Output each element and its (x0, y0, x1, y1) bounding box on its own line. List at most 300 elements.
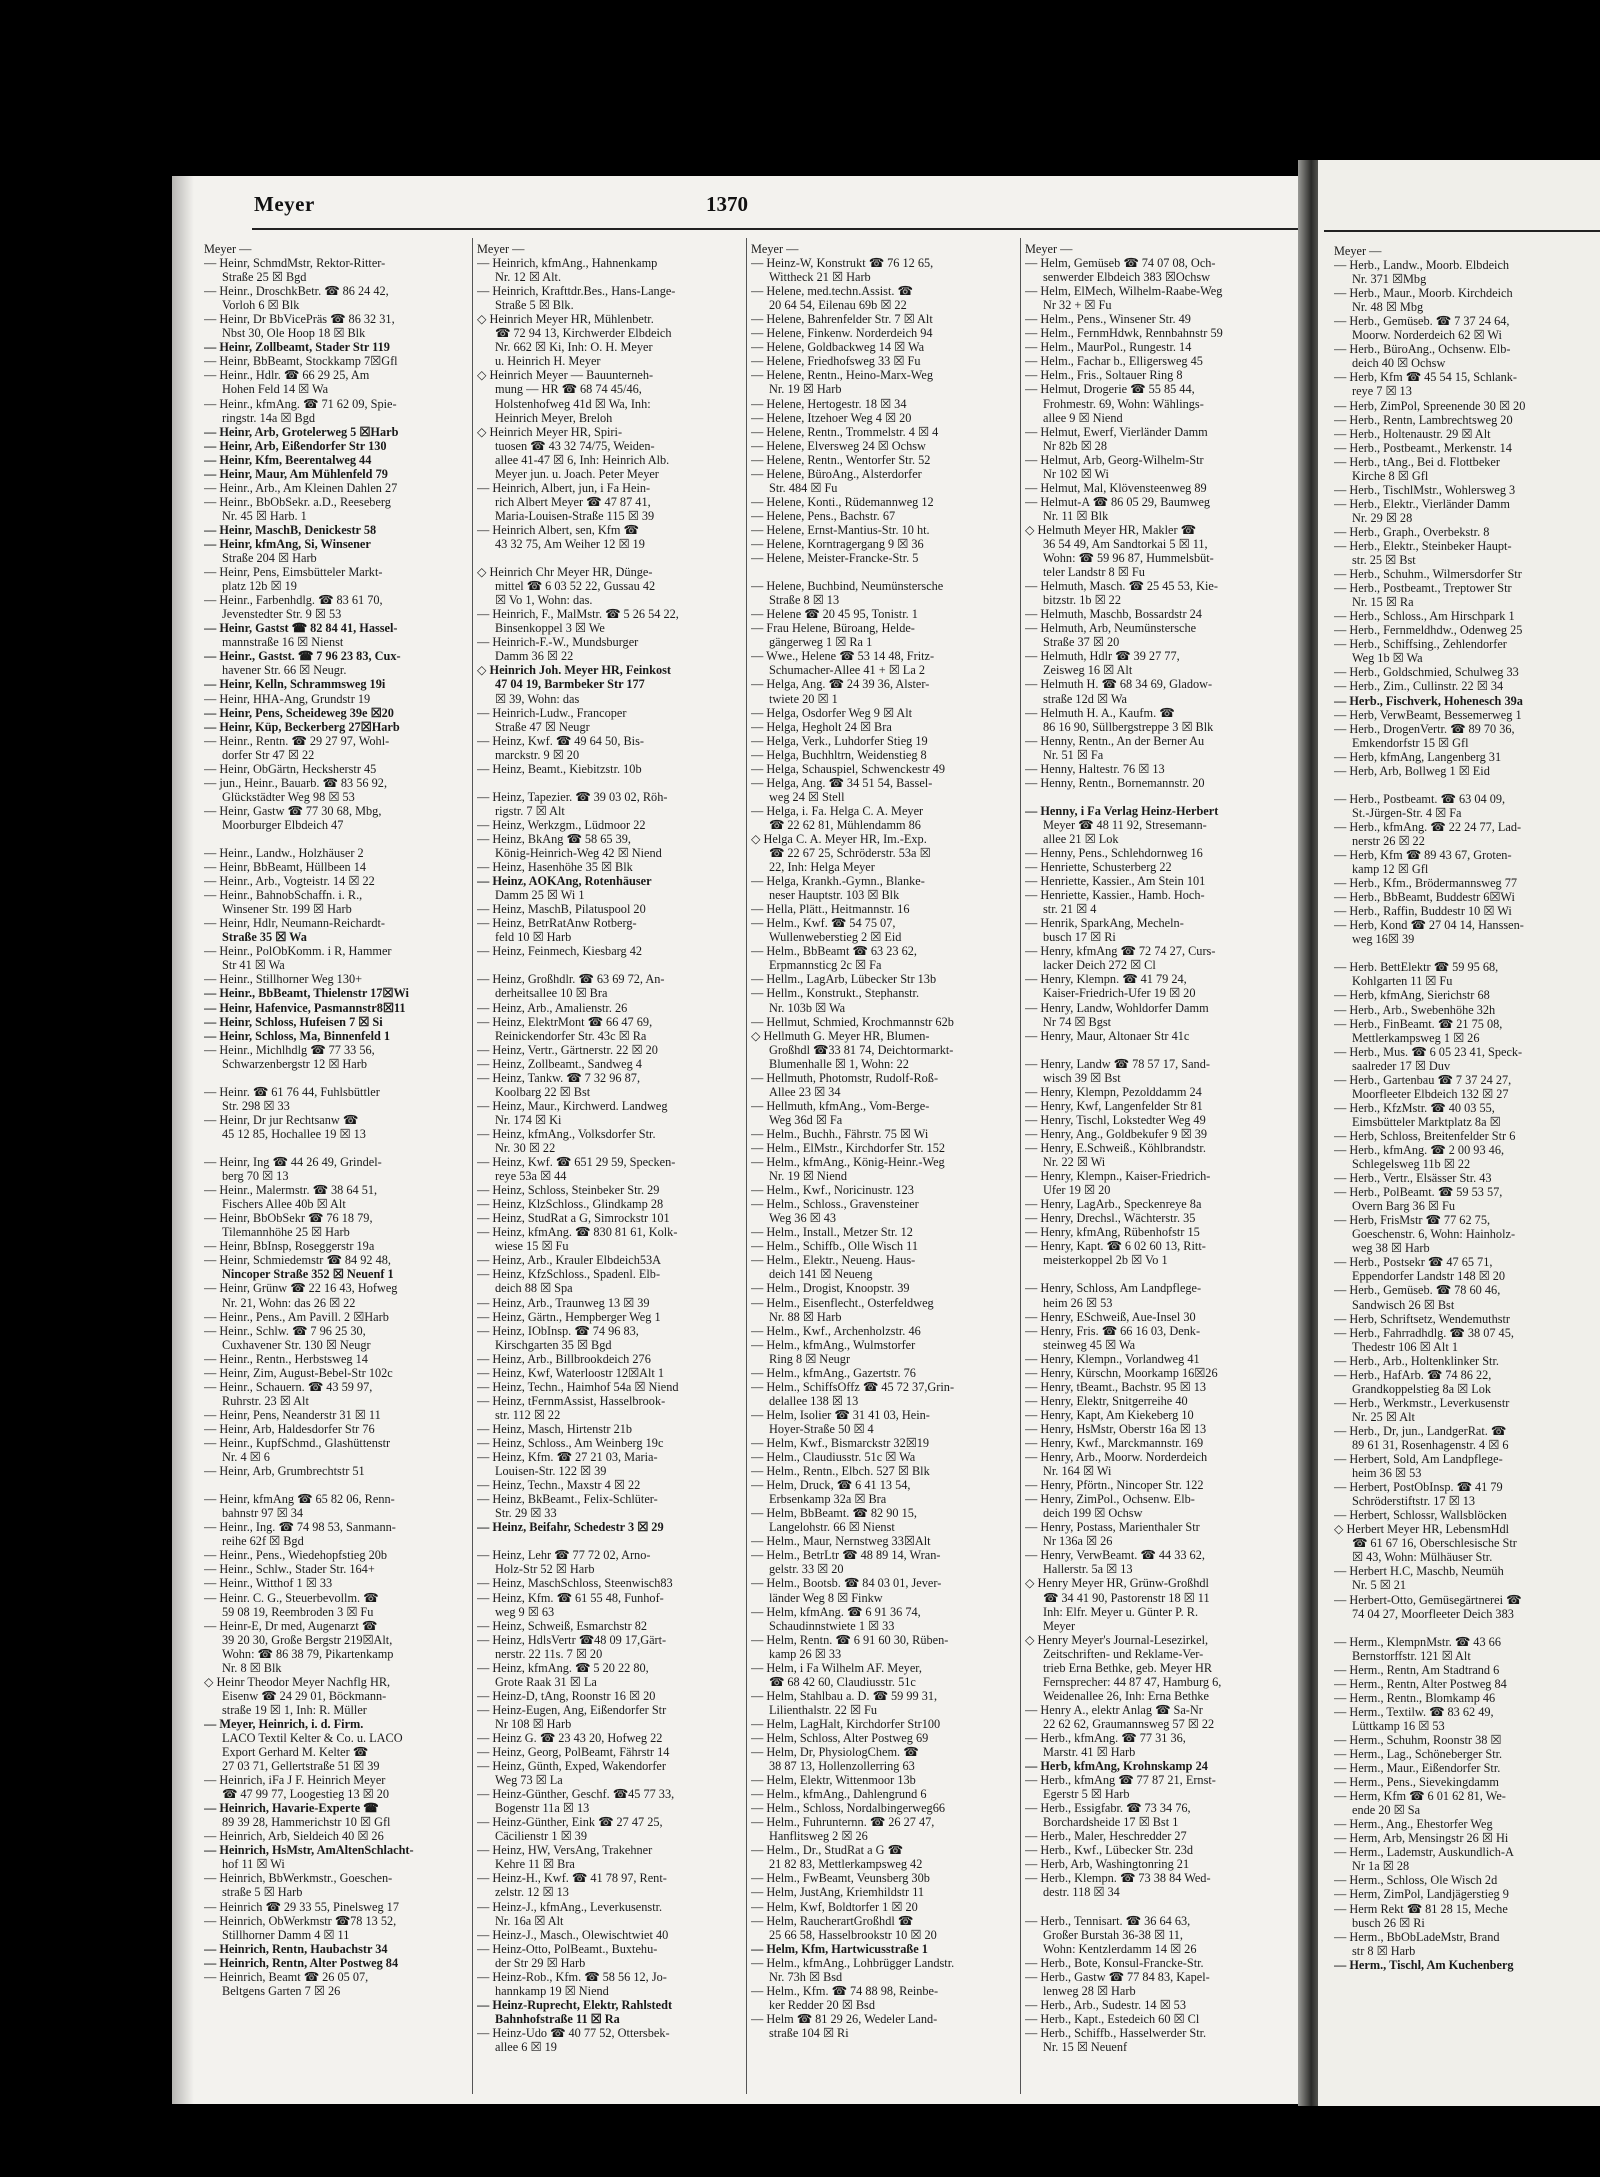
directory-entry-line: — Heinz, Arb., Billbrookdeich 276 (477, 1351, 651, 1366)
directory-entry-line: 22, Inh: Helga Meyer (769, 860, 875, 875)
directory-entry-line: — Henry, Landw ☎ 78 57 17, Sand- (1025, 1056, 1210, 1071)
directory-column-1 (204, 242, 472, 2102)
directory-entry-line: allee 6 ☒ 19 (495, 2040, 557, 2054)
directory-entry-line: — Helga, Ang. ☎ 34 51 54, Bassel- (751, 775, 933, 790)
directory-entry-line: — Herb., Kapt., Estedeich 60 ☒ Cl (1025, 2011, 1200, 2026)
directory-entry-line: straße 19 ☒ 1, Inh: R. Müller (222, 1702, 367, 1717)
directory-entry-line: — Heinz, Techn., Haimhof 54a ☒ Niend (477, 1379, 679, 1394)
directory-entry-line: — Heinz, StudRat a G, Simrockstr 101 (477, 1211, 670, 1226)
directory-entry-line: Bahnhofstraße 11 ☒ Ra (495, 2011, 620, 2026)
directory-entry-line: Egerstr 5 ☒ Harb (1043, 1787, 1130, 1802)
directory-entry-line: — Heinr, HHA-Ang, Grundstr 19 (204, 691, 371, 706)
directory-entry-line: — Herb, kfmAng, Langenberg 31 (1334, 749, 1502, 764)
directory-entry-line: — Helene, Rentn., Trommelstr. 4 ☒ 4 (751, 424, 939, 439)
directory-entry-line: 45 12 85, Hochallee 19 ☒ 13 (222, 1126, 366, 1141)
directory-entry-line: — Herb, Kond ☎ 27 04 14, Hanssen- (1334, 918, 1524, 933)
directory-entry-line: — Heinr, Arb, Haldesdorfer Str 76 (204, 1421, 375, 1436)
directory-entry-line: — Herb, FrisMstr ☎ 77 62 75, (1334, 1213, 1491, 1228)
directory-entry-line: — Helm., Elektr., Neueng. Haus- (751, 1253, 916, 1268)
directory-entry-line: — Herb., Postsekr ☎ 47 65 71, (1334, 1255, 1493, 1270)
directory-entry-line: 38 87 13, Hollenzollerring 63 (769, 1759, 915, 1774)
directory-entry-line: — Heinr, Schloss, Hufeisen 7 ☒ Si (204, 1014, 383, 1029)
directory-entry-line: — Heinr., Arb., Vogteistr. 14 ☒ 22 (204, 874, 375, 889)
directory-entry-line: — Herb., Goldschmied, Schulweg 33 (1334, 665, 1519, 680)
directory-entry-line (477, 1534, 745, 1548)
directory-entry-line: — Herbert, Schlossr, Wallsblöcken (1334, 1508, 1507, 1523)
directory-entry-line: — Heinr-E, Dr med, Augenarzt ☎ (204, 1618, 378, 1633)
directory-entry-line: — Herm., KlempnMstr. ☎ 43 66 (1334, 1634, 1501, 1649)
directory-entry-line: — Henny, i Fa Verlag Heinz-Herbert (1025, 803, 1219, 818)
directory-entry-line: ◇ Henry Meyer HR, Grünw-Großhdl (1025, 1576, 1209, 1591)
column-divider (1020, 238, 1021, 2094)
directory-entry-line: ◇ Heinrich Meyer HR, Mühlenbetr. (477, 312, 654, 327)
directory-entry-line: — Helene, Rentn., Heino-Marx-Weg (751, 368, 934, 383)
directory-entry-line: Overn Barg 36 ☒ Fu (1352, 1199, 1456, 1214)
directory-entry-line: — Hellmut, Schmied, Krochmannstr 62b (751, 1014, 954, 1029)
directory-entry-line: Str. 29 ☒ 33 (495, 1506, 557, 1521)
directory-entry-line: — Herb., BbBeamt, Buddestr 6☒Wi (1334, 890, 1515, 905)
directory-entry-line: 27 03 71, Gellertstraße 51 ☒ 39 (222, 1759, 380, 1774)
directory-entry-line: — Henry, Klempn, Pezolddamm 24 (1025, 1084, 1202, 1099)
directory-entry-line: — Heinr., Gastst. ☎ 7 96 23 83, Cux- (204, 649, 401, 664)
directory-entry-line: — Heinz-Otto, PolBeamt., Buxtehu- (477, 1941, 658, 1956)
directory-entry-line: — Heinr, SchmdMstr, Rektor-Ritter- (204, 256, 386, 271)
directory-entry-line: — Herb., kfmAng ☎ 77 87 21, Ernst- (1025, 1773, 1216, 1788)
directory-entry-line: — Herb., Schiffsing., Zehlendorfer (1334, 637, 1507, 652)
directory-entry-line: reye 7 ☒ 13 (1352, 384, 1412, 399)
directory-entry-line: — Herb., kfmAng. ☎ 77 31 36, (1025, 1730, 1186, 1745)
directory-entry-line: Str 41 ☒ Wa (222, 958, 285, 973)
directory-entry-line: ☎ 68 42 60, Claudiusstr. 51c (769, 1674, 916, 1689)
directory-entry-line: — Helm., Bootsb. ☎ 84 03 01, Jever- (751, 1576, 942, 1591)
directory-entry-line: — Herb., tAng., Bei d. Flottbeker (1334, 454, 1500, 469)
directory-entry-line: Nr. 4 ☒ 6 (222, 1450, 270, 1465)
directory-entry-line: — Heinr., Schlw., Stader Str. 164+ (204, 1562, 375, 1577)
directory-entry-line: — Herb., Schloss., Am Hirschpark 1 (1334, 609, 1515, 624)
directory-entry-line: — Heinz, Kfm. ☎ 27 21 03, Maria- (477, 1450, 658, 1465)
directory-entry-line: — Heinrich-F.-W., Mundsburger (477, 635, 639, 650)
directory-entry-line: ende 20 ☒ Sa (1352, 1803, 1421, 1818)
directory-entry-line: — Heinr, Arb, Grotelerweg 5 ☒Harb (204, 424, 399, 439)
directory-entry-line: — Helm, Schloss, Alter Postweg 69 (751, 1730, 929, 1745)
directory-entry-line: — Herm., Schloss, Ole Wisch 2d (1334, 1873, 1498, 1888)
directory-entry-line: Bogenstr 11a ☒ 13 (495, 1801, 590, 1816)
directory-entry-line: — Herb., Landw., Moorb. Elbdeich (1334, 258, 1510, 273)
directory-entry-line: — Heinr, Ing ☎ 44 26 49, Grindel- (204, 1155, 382, 1170)
directory-entry-line: ker Redder 20 ☒ Bsd (769, 1997, 875, 2012)
directory-entry-line: Marstr. 41 ☒ Harb (1043, 1745, 1136, 1760)
directory-entry-line: — Herb., Holtenaustr. 29 ☒ Alt (1334, 426, 1491, 441)
directory-entry-line: 22 62 62, Graumannsweg 57 ☒ 22 (1043, 1716, 1215, 1731)
directory-entry-line: — Heinr., Farbenhdlg. ☎ 83 61 70, (204, 593, 383, 608)
directory-entry-line (1334, 1621, 1600, 1635)
directory-entry-line: — Herm., Ang., Ehestorfer Weg (1334, 1817, 1493, 1832)
directory-entry-line: Straße 204 ☒ Harb (222, 551, 317, 566)
directory-entry-line: — Herb., Elektr., Vierländer Damm (1334, 496, 1510, 511)
directory-entry-line: 47 04 19, Barmbeker Str 177 (495, 677, 645, 692)
directory-entry-line: — Herm., Lag., Schöneberger Str. (1334, 1747, 1503, 1762)
directory-entry-line: allee 41-47 ☒ 6, Inh: Heinrich Alb. (495, 452, 670, 467)
directory-entry-line: Straße 37 ☒ 20 (1043, 635, 1120, 650)
directory-entry-line: — Heinr, Zim, August-Bebel-Str 102c (204, 1365, 393, 1380)
directory-entry-line: — Helm., kfmAng., Wulmstorfer (751, 1337, 916, 1352)
directory-entry-line: Weg 73 ☒ La (495, 1773, 563, 1788)
directory-entry-line: — Herm., Tischl, Am Kuchenberg (1334, 1957, 1514, 1972)
directory-entry-line: — Heinz, BkBeamt., Felix-Schlüter- (477, 1492, 658, 1507)
directory-entry-line: Wohn: Kentzlerdamm 14 ☒ 26 (1043, 1941, 1197, 1956)
directory-entry-line: Hallerstr. 5a ☒ 13 (1043, 1562, 1133, 1577)
directory-entry-line: Holstenhofweg 41d ☒ Wa, Inh: (495, 396, 651, 411)
directory-entry-line: ☒ 39, Wohn: das (495, 691, 580, 706)
directory-entry-line: ☒ 43, Wohn: Mülhäuser Str. (1352, 1550, 1493, 1565)
directory-entry-line: Jevenstedter Str. 9 ☒ 53 (222, 607, 342, 622)
directory-entry-line: — Helene, Rentn., Wentorfer Str. 52 (751, 452, 931, 467)
directory-entry-line: ◇ Herbert Meyer HR, LebensmHdl (1334, 1522, 1510, 1537)
directory-entry-line: Cuxhavener Str. 130 ☒ Neugr (222, 1337, 371, 1352)
directory-entry-line: — Heinz, Gärtn., Hempberger Weg 1 (477, 1309, 661, 1324)
directory-entry-line: — Henny, Rentn., Bornemannstr. 20 (1025, 775, 1205, 790)
directory-entry-line: Goeschenstr. 6, Wohn: Hainholz- (1352, 1227, 1516, 1242)
directory-entry-line: Nr. 51 ☒ Fa (1043, 747, 1104, 762)
directory-entry-line: — Herm, Kfm ☎ 6 01 62 81, We- (1334, 1789, 1506, 1804)
directory-entry-line: ◇ Helmuth Meyer HR, Makler ☎ (1025, 522, 1196, 537)
directory-entry-line: Grandkoppelstieg 8a ☒ Lok (1352, 1381, 1492, 1396)
directory-entry-line: — Herb., Mus. ☎ 6 05 23 41, Speck- (1334, 1044, 1523, 1059)
directory-entry-line: — Herbert H.C, Maschb, Neumüh (1334, 1564, 1504, 1579)
directory-entry-line: der Str 29 ☒ Harb (495, 1955, 586, 1970)
directory-entry-line: 74 04 27, Moorfleeter Deich 383 (1352, 1606, 1514, 1621)
directory-entry-line: — Heinr., Witthof 1 ☒ 33 (204, 1576, 333, 1591)
directory-entry-line: weg 38 ☒ Harb (1352, 1241, 1430, 1256)
directory-column-2 (477, 242, 745, 2102)
directory-entry-line: u. Heinrich H. Meyer (495, 354, 601, 369)
directory-entry-line: — Herb, Kfm ☎ 45 54 15, Schlank- (1334, 370, 1518, 385)
page-number: 1370 (706, 192, 748, 216)
directory-entry-line: Nr. 15 ☒ Ra (1352, 595, 1414, 610)
directory-entry-line: — Heinr, Dr BbVicePräs ☎ 86 32 31, (204, 312, 395, 327)
directory-entry-line: Schaudinnstwiete 1 ☒ 33 (769, 1618, 895, 1633)
directory-entry-line: neser Hauptstr. 103 ☒ Blk (769, 888, 900, 903)
directory-entry-line: — Heinz, AOKAng, Rotenhäuser (477, 874, 652, 889)
directory-entry-line: — Heinr., PolObKomm. i R, Hammer (204, 944, 392, 959)
directory-entry-line: Lilienthalstr. 22 ☒ Fu (769, 1702, 878, 1717)
directory-entry-line: — Henry, kfmAng, Rübenhofstr 15 (1025, 1225, 1200, 1240)
directory-entry-line: — Henry, Schloss, Am Landpflege- (1025, 1281, 1202, 1296)
directory-entry-line (1025, 1267, 1293, 1281)
directory-entry-line: — Heinrich, Krafttdr.Bes., Hans-Lange- (477, 284, 676, 299)
directory-entry-line: Straße 8 ☒ 13 (769, 593, 840, 608)
directory-entry-line: — Herm., Schuhm, Roonstr 38 ☒ (1334, 1732, 1502, 1747)
directory-entry-line: — Heinz, Kwf. ☎ 651 29 59, Specken- (477, 1155, 676, 1170)
directory-entry-line: — Helm., kfmAng., Gazertstr. 76 (751, 1365, 916, 1380)
directory-entry-line: 89 39 28, Hammerichstr 10 ☒ Gfl (222, 1815, 391, 1830)
directory-entry-line: — Herb., Gemüseb. ☎ 78 60 46, (1334, 1283, 1501, 1298)
directory-column-4 (1025, 242, 1293, 2102)
directory-entry-line: Hanflitsweg 2 ☒ 26 (769, 1829, 868, 1844)
directory-entry-line: Fischers Allee 40b ☒ Alt (222, 1197, 346, 1212)
directory-entry-line: — Heinz, KlzSchloss., Glindkamp 28 (477, 1197, 664, 1212)
directory-entry-line: Meyer — (204, 242, 252, 256)
directory-entry-line: — Heinr., kfmAng. ☎ 71 62 09, Spie- (204, 396, 397, 411)
directory-entry-line: mung — HR ☎ 68 74 45/46, (495, 382, 642, 397)
directory-entry-line: — Heinz, Vertr., Gärtnerstr. 22 ☒ 20 (477, 1042, 658, 1057)
directory-entry-line: str 8 ☒ Harb (1352, 1943, 1416, 1958)
directory-entry-line: ◇ Heinrich Chr Meyer HR, Dünge- (477, 565, 653, 580)
directory-entry-line: — Henry, Maur, Altonaer Str 41c (1025, 1028, 1190, 1043)
directory-entry-line: — Helm., kfmAng., Dahlengrund 6 (751, 1787, 927, 1802)
directory-entry-line: heim 36 ☒ 53 (1352, 1466, 1422, 1481)
directory-entry-line: Kaiser-Friedrich-Ufer 19 ☒ 20 (1043, 986, 1196, 1001)
directory-entry-line: — Helene, Finkenw. Norderdeich 94 (751, 326, 933, 341)
directory-entry-line: — Heinz, Tankw. ☎ 7 32 96 87, (477, 1070, 641, 1085)
directory-entry-line: — Herm., Rentn, Alter Postweg 84 (1334, 1676, 1507, 1691)
directory-entry-line: Nr. 88 ☒ Harb (769, 1309, 842, 1324)
directory-entry-line: — Helene, med.techn.Assist. ☎ (751, 284, 913, 299)
directory-entry-line: Export Gerhard M. Kelter ☎ (222, 1745, 369, 1760)
directory-entry-line: — Heinr, BbInsp, Roseggerstr 19a (204, 1239, 375, 1254)
directory-entry-line: — Helm, Kwf., Bismarckstr 32☒19 (751, 1435, 930, 1450)
directory-entry-line: Nincoper Straße 352 ☒ Neuenf 1 (222, 1267, 394, 1282)
directory-entry-line: Wittheck 21 ☒ Harb (769, 270, 871, 285)
directory-entry-line: Weg 1b ☒ Wa (1352, 651, 1423, 666)
directory-entry-line: — Herb., Fischverk, Hohenesch 39a (1334, 693, 1523, 708)
directory-entry-line: — Heinr, kfmAng, Si, Winsener (204, 536, 371, 551)
directory-entry-line: — Heinz, Kwf. ☎ 49 64 50, Bis- (477, 733, 644, 748)
directory-entry-line: — Herm., Pens., Sievekingdamm (1334, 1775, 1499, 1790)
directory-entry-line: — Heinz, kfmAng. ☎ 5 20 22 80, (477, 1660, 649, 1675)
directory-entry-line: ☎ 72 94 13, Kirchwerder Elbdeich (495, 326, 672, 341)
directory-entry-line: — Helm, Stahlbau a. D. ☎ 59 99 31, (751, 1688, 938, 1703)
directory-entry-line: Reinickendorfer Str. 43c ☒ Ra (495, 1028, 647, 1043)
directory-entry-line: — Helm., Claudiusstr. 51c ☒ Wa (751, 1450, 916, 1465)
directory-entry-line: — Helm, Dr, PhysiologChem. ☎ (751, 1745, 919, 1760)
directory-entry-line: Thedestr 106 ☒ Alt 1 (1352, 1339, 1458, 1354)
directory-entry-line: — Heinr, Kelln, Schrammsweg 19i (204, 677, 386, 692)
directory-entry-line: — Helm., Buchh., Fährstr. 75 ☒ Wi (751, 1126, 929, 1141)
directory-entry-line: Bernstorffstr. 121 ☒ Alt (1352, 1648, 1471, 1663)
directory-entry-line: Ruhrstr. 23 ☒ Alt (222, 1393, 309, 1408)
directory-entry-line: Winsener Str. 199 ☒ Harb (222, 902, 352, 917)
directory-entry-line: Cäcilienstr 1 ☒ 39 (495, 1829, 587, 1844)
directory-entry-line: — Herb., DrogenVertr. ☎ 89 70 36, (1334, 721, 1515, 736)
directory-entry-line: — Heinrich, Beamt ☎ 26 05 07, (204, 1969, 369, 1984)
directory-entry-line: rigstr. 7 ☒ Alt (495, 803, 565, 818)
directory-entry-line: — Henry, Kwf., Marckmannstr. 169 (1025, 1435, 1204, 1450)
directory-entry-line: — Heinr, Gastst ☎ 82 84 41, Hassel- (204, 621, 398, 636)
directory-entry-line: 59 08 19, Reembroden 3 ☒ Fu (222, 1604, 374, 1619)
directory-entry-line: — Helm, Isolier ☎ 31 41 03, Hein- (751, 1407, 930, 1422)
directory-entry-line: Kohlgarten 11 ☒ Fu (1352, 974, 1453, 989)
directory-entry-line: Straße 25 ☒ Bgd (222, 270, 307, 285)
directory-entry-line: — Herm., Lademstr, Auskundlich-A (1334, 1845, 1514, 1860)
directory-entry-line: — Heinr, Grünw ☎ 22 16 43, Hofweg (204, 1281, 398, 1296)
directory-entry-line: Frohmestr. 69, Wohn: Wählings- (1043, 396, 1204, 411)
directory-entry-line: ◇ Hellmuth G. Meyer HR, Blumen- (751, 1028, 930, 1043)
directory-entry-line: delallee 138 ☒ 13 (769, 1393, 859, 1408)
directory-entry-line: 25 66 58, Hasselbrookstr 10 ☒ 20 (769, 1927, 937, 1942)
directory-entry-line: — Herb., Kwf., Lübecker Str. 23d (1025, 1843, 1194, 1858)
directory-entry-line: — Helm., BetrLtr ☎ 48 89 14, Wran- (751, 1548, 941, 1563)
directory-entry-line: — Helga, Osdorfer Weg 9 ☒ Alt (751, 705, 913, 720)
directory-entry-line: — Herm., BbObLadeMstr, Brand (1334, 1929, 1500, 1944)
directory-entry-line: — Helmut, Ewerf, Vierländer Damm (1025, 424, 1208, 439)
directory-entry-line: Meyer — (751, 242, 799, 256)
directory-entry-line: — Heinr, Pens, Scheideweg 39e ☒20 (204, 705, 394, 720)
directory-entry-line: — Heinr., Pens., Am Pavill. 2 ☒Harb (204, 1309, 389, 1324)
directory-entry-line: — Heinz, Werkzgm., Lüdmoor 22 (477, 817, 646, 832)
directory-entry-line: — Helene, Buchbind, Neumünstersche (751, 579, 944, 594)
directory-entry-line: — Helene, Friedhofsweg 33 ☒ Fu (751, 354, 921, 369)
directory-entry-line: — Heinrich, iFa J F. Heinrich Meyer (204, 1773, 386, 1788)
directory-entry-line: Stillhorner Damm 4 ☒ 11 (222, 1927, 350, 1942)
directory-entry-line: — Herb., Fahrradhdlg. ☎ 38 07 45, (1334, 1325, 1514, 1340)
directory-entry-line: Holz-Str 52 ☒ Harb (495, 1562, 595, 1577)
directory-entry-line: — Helm, Elektr, Wittenmoor 13b (751, 1773, 916, 1788)
directory-entry-line: — Helga, Hegholt 24 ☒ Bra (751, 719, 892, 734)
directory-entry-line: Nr. 662 ☒ Ki, Inh: O. H. Meyer (495, 340, 653, 355)
directory-entry-line: — Herb, Arb, Washingtonring 21 (1025, 1857, 1190, 1872)
directory-entry-line: Schumacher-Allee 41 + ☒ La 2 (769, 663, 925, 678)
directory-entry-line: Nr 136a ☒ 26 (1043, 1534, 1113, 1549)
directory-entry-line: — Herb, ZimPol, Spreenende 30 ☒ 20 (1334, 398, 1526, 413)
directory-entry-line: ◇ Helga C. A. Meyer HR, Im.-Exp. (751, 831, 927, 846)
page-edge-shadow (172, 176, 194, 2104)
directory-entry-line: — Heinz, Feinmech, Kiesbarg 42 (477, 944, 643, 959)
directory-entry-line: — Helm, Kfm, Hartwicusstraße 1 (751, 1941, 928, 1956)
directory-entry-line: mittel ☎ 6 03 52 22, Gussau 42 (495, 579, 656, 594)
directory-entry-line: — Heinz, MaschSchloss, Steenwisch83 (477, 1576, 673, 1591)
directory-entry-line: — Helm., Fachar b., Elligersweg 45 (1025, 354, 1203, 369)
directory-entry-line: Allee 23 ☒ 34 (769, 1084, 841, 1099)
directory-entry-line: Nr. 29 ☒ 28 (1352, 510, 1413, 525)
directory-entry-line: Nbst 30, Ole Hoop 18 ☒ Blk (222, 326, 366, 341)
directory-entry-line: hof 11 ☒ Wi (222, 1857, 285, 1872)
directory-entry-line: länder Weg 8 ☒ Finkw (769, 1590, 883, 1605)
directory-entry-line: — Heinr, Kfm, Beerentalweg 44 (204, 452, 372, 467)
directory-entry-line: — Herb., Tennisart. ☎ 36 64 63, (1025, 1913, 1191, 1928)
directory-entry-line: — Herm, ZimPol, Landjägerstieg 9 (1334, 1887, 1509, 1902)
directory-entry-line: — Heinz, KfzSchloss., Spadenl. Elb- (477, 1267, 661, 1282)
directory-entry-line: — Herb, Schloss, Breitenfelder Str 6 (1334, 1128, 1516, 1143)
directory-entry-line: Nr 82b ☒ 28 (1043, 438, 1107, 453)
directory-entry-line: reye 53a ☒ 44 (495, 1169, 567, 1184)
directory-entry-line: — Helm., Schloss., Gravensteiner (751, 1197, 919, 1212)
directory-entry-line: deich 141 ☒ Neueng (769, 1267, 873, 1282)
directory-entry-line: — Herm., Textilw. ☎ 83 62 49, (1334, 1704, 1494, 1719)
directory-entry-line: — Heinz, Arb., Amalienstr. 26 (477, 1000, 628, 1015)
directory-entry-line: Nr. 371 ☒Mbg (1352, 272, 1427, 287)
directory-entry-line: — Heinr., DroschkBetr. ☎ 86 24 42, (204, 284, 389, 299)
directory-entry-line: — Herb., BüroAng., Ochsenw. Elb- (1334, 342, 1511, 357)
directory-entry-line: ◇ Heinrich Joh. Meyer HR, Feinkost (477, 663, 672, 678)
directory-entry-line: — Heinz, Maur., Kirchwerd. Landweg (477, 1098, 668, 1113)
directory-entry-line: — Helga, Schauspiel, Schwenckestr 49 (751, 761, 945, 776)
directory-entry-line: — Helmut, Arb, Georg-Wilhelm-Str (1025, 452, 1204, 467)
directory-entry-line: — Heinr., KupfSchmd., Glashüttenstr (204, 1435, 391, 1450)
directory-entry-line: Weidenallee 26, Inh: Erna Bethke (1043, 1688, 1209, 1703)
directory-entry-line: ☎ 47 99 77, Loogestieg 13 ☒ 20 (222, 1787, 390, 1802)
directory-entry-line: — Helm, RaucherartGroßhdl ☎ (751, 1913, 914, 1928)
directory-entry-line: — Henry, Drechsl., Wächterstr. 35 (1025, 1211, 1196, 1226)
directory-entry-line: Nr. 48 ☒ Mbg (1352, 300, 1424, 315)
directory-entry-line: Koolbarg 22 ☒ Bst (495, 1084, 591, 1099)
directory-entry-line: — Heinr., Hdlr. ☎ 66 29 25, Am (204, 368, 370, 383)
directory-entry-line: — Heinr., Stillhorner Weg 130+ (204, 972, 363, 987)
directory-entry-line: Eppendorfer Landstr 148 ☒ 20 (1352, 1269, 1506, 1284)
directory-entry-line: — Herb, Arb, Bollweg 1 ☒ Eid (1334, 763, 1490, 778)
directory-entry-line: — Henry, Ang., Goldbekufer 9 ☒ 39 (1025, 1126, 1208, 1141)
directory-column-5 (1334, 244, 1600, 2104)
directory-entry-line: lenweg 28 ☒ Harb (1043, 1983, 1136, 1998)
directory-entry-line: — Helm., Fuhrunternn. ☎ 26 27 47, (751, 1815, 935, 1830)
directory-entry-line (1334, 946, 1600, 960)
directory-entry-line: Erbsenkamp 32a ☒ Bra (769, 1492, 887, 1507)
directory-entry-line: Fernsprecher: 44 87 47, Hamburg 6, (1043, 1674, 1222, 1689)
directory-entry-line: — Heinr., Schauern. ☎ 43 59 97, (204, 1379, 373, 1394)
directory-entry-line: — Heinz-Günther, Geschf. ☎45 77 33, (477, 1787, 675, 1802)
directory-entry-line: deich 88 ☒ Spa (495, 1281, 573, 1296)
directory-entry-line: Ring 8 ☒ Neugr (769, 1351, 851, 1366)
directory-entry-line: — Heinrich-Ludw., Francoper (477, 705, 627, 720)
directory-entry-line: — Herb., Arb., Sudestr. 14 ☒ 53 (1025, 1997, 1186, 2012)
directory-entry-line: Nr. 5 ☒ 21 (1352, 1578, 1407, 1593)
directory-entry-line: — Heinrich, Rentn, Haubachstr 34 (204, 1941, 388, 1956)
directory-entry-line: Nr. 25 ☒ Alt (1352, 1409, 1415, 1424)
directory-entry-line: — Helm., Drogist, Knoopstr. 39 (751, 1281, 910, 1296)
directory-entry-line: — Herb., Maur., Moorb. Kirchdeich (1334, 286, 1513, 301)
directory-entry-line: — Heinr, Schmiedemstr ☎ 84 92 48, (204, 1253, 391, 1268)
directory-entry-line: — Heinz, kfmAng. ☎ 830 81 61, Kolk- (477, 1225, 678, 1240)
directory-entry-line: — Henry, Arb., Moorw. Norderdeich (1025, 1450, 1208, 1465)
directory-entry-line (1334, 778, 1600, 792)
directory-entry-line (204, 1071, 472, 1085)
directory-entry-line: — Heinrich ☎ 29 33 55, Pinelsweg 17 (204, 1899, 399, 1914)
directory-entry-line: — Heinr, Hdlr, Neumann-Reichardt- (204, 916, 386, 931)
directory-entry-line: Moorburger Elbdeich 47 (222, 817, 344, 832)
directory-entry-line: — Heinr., BbBeamt, Thielenstr 17☒Wi (204, 986, 409, 1001)
directory-entry-line: weg 9 ☒ 63 (495, 1604, 555, 1619)
directory-entry-line: — Helene, Bahrenfelder Str. 7 ☒ Alt (751, 312, 933, 327)
page-header-name: Meyer (254, 192, 315, 216)
directory-entry-line: rich Albert Meyer ☎ 47 87 41, (495, 494, 651, 509)
directory-entry-line: — Helga, Ang. ☎ 24 39 36, Alster- (751, 677, 930, 692)
directory-entry-line: — Heinr, Pens, Eimsbütteler Markt- (204, 565, 383, 580)
directory-entry-line: Vorloh 6 ☒ Blk (222, 298, 300, 313)
directory-entry-line: — Heinz-Ruprecht, Elektr, Rahlstedt (477, 1997, 673, 2012)
directory-entry-line: — Helmuth H. ☎ 68 34 69, Gladow- (1025, 677, 1213, 692)
directory-entry-line: — Helm., Kwf. ☎ 54 75 07, (751, 916, 896, 931)
directory-entry-line: teler Landstr 8 ☒ Fu (1043, 565, 1145, 580)
directory-entry-line: 39 20 30, Große Bergstr 219☒Alt, (222, 1632, 393, 1647)
directory-entry-line: — Heinz, Masch, Hirtenstr 21b (477, 1421, 633, 1436)
directory-entry-line: — Herm., Maur., Eißendorfer Str. (1334, 1761, 1501, 1776)
directory-entry-line: — Heinr. C. G., Steuerbevollm. ☎ (204, 1590, 379, 1605)
directory-entry-line: — Heinr, Gastw ☎ 77 30 68, Mbg, (204, 803, 382, 818)
directory-entry-line: trieb Erna Bethke, geb. Meyer HR (1043, 1660, 1213, 1675)
directory-entry-line: — Heinrich, ObWerkmstr ☎78 13 52, (204, 1913, 397, 1928)
directory-entry-line: Nr. 19 ☒ Harb (769, 382, 842, 397)
directory-entry-line: — Helene, Meister-Francke-Str. 5 (751, 551, 919, 566)
directory-entry-line: — Heinr, BbObSekr ☎ 76 18 79, (204, 1211, 373, 1226)
directory-entry-line: — Helm., kfmAng., König-Heinr.-Weg (751, 1155, 945, 1170)
directory-entry-line: — Herb., Schiffb., Hasselwerder Str. (1025, 2025, 1207, 2040)
directory-entry-line: — Heinz, Georg, PolBeamt, Fährstr 14 (477, 1745, 670, 1760)
directory-entry-line: — Helene, Hertogestr. 18 ☒ 34 (751, 396, 907, 411)
directory-entry-line: — Helene, Elversweg 24 ☒ Ochsw (751, 438, 926, 453)
directory-entry-line: — Helm., Kfm. ☎ 74 88 98, Reinbe- (751, 1983, 939, 1998)
directory-entry-line: — Hella, Plätt., Heitmannstr. 16 (751, 902, 910, 917)
directory-entry-line: ◇ Heinrich Meyer HR, Spiri- (477, 424, 623, 439)
